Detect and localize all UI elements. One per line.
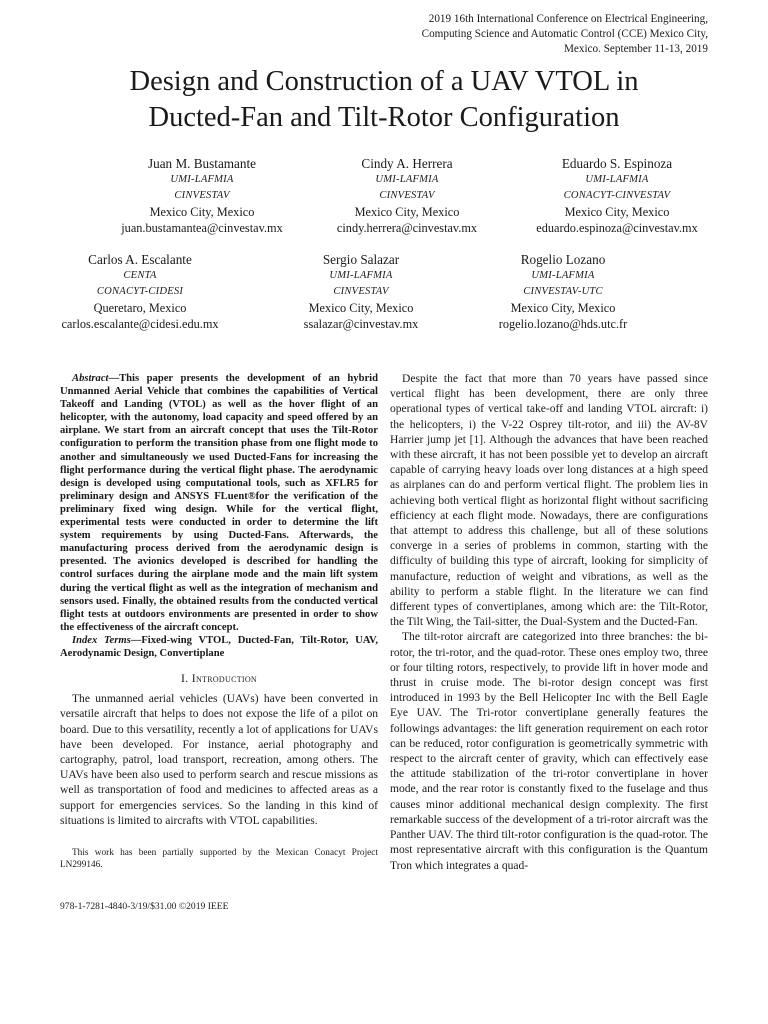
- author-email: carlos.escalante@cidesi.edu.mx: [61, 317, 219, 331]
- author-affiliation: CONACYT-CINVESTAV: [563, 190, 671, 201]
- author-block: [87, 156, 317, 236]
- abstract-label: Abstract: [72, 373, 109, 384]
- left-column: [60, 372, 378, 914]
- author-block: [292, 156, 522, 236]
- author-name: Eduardo S. Espinoza: [561, 156, 673, 171]
- author-affiliation: CINVESTAV: [174, 190, 230, 201]
- author-city: Mexico City, Mexico: [354, 205, 460, 219]
- conference-line: Computing Science and Automatic Control (CCE) Mexico City,: [421, 28, 708, 40]
- author-name: Rogelio Lozano: [520, 252, 606, 267]
- author-city: Queretaro, Mexico: [93, 301, 187, 315]
- index-terms: [60, 634, 378, 660]
- author-name: Sergio Salazar: [322, 252, 400, 267]
- conference-header: [348, 12, 708, 57]
- author-affiliation: UMI-LAFMIA: [531, 270, 595, 281]
- index-terms-label: Index Terms: [72, 634, 131, 646]
- section-heading: I. Introduction: [180, 671, 258, 686]
- author-affiliation: CENTA: [123, 270, 157, 281]
- body-paragraph: Despite the fact that more than 70 years have passed since vertical flight has been development, there are only three operational types of vertical take-off and landing VTOL aircraft: i) the helicopters, i) the V-22 Osprey tilt-rotor, and iii) the AV-8V Harrier jump jet [1]. Although the advances that have been reached with these aircraft, it has not been possible yet to develop an aircraft capable of carrying heavy loads over long distances at a high speed as airplanes can do and perform vertical flight. The problem lies in achieving both vertical flight as horizontal flight without sacrificing efficiency at each flight mode. Nowadays, there are configurations that attempt to address this challenge, but all of these solutions converge in a series of problems in common, starting with the difficulty of building this type of aircraft, looking for simplicity of manufacture, reduction of weight and vibrations, as well as the ability to perform a stable flight. In the literature we can find different types of convertiplanes, among which are: the Tilt-Rotor, the Tilt Wing, the Tail-sitter, the Dual-System and the Ducted-Fan.: [390, 373, 708, 629]
- conference-line: Mexico. September 11-13, 2019: [563, 43, 708, 55]
- author-affiliation: UMI-LAFMIA: [170, 174, 234, 185]
- author-affiliation: CINVESTAV-UTC: [523, 286, 603, 297]
- author-city: Mexico City, Mexico: [308, 301, 414, 315]
- copyright-notice: 978-1-7281-4840-3/19/$31.00 ©2019 IEEE: [60, 901, 229, 913]
- author-email: juan.bustamantea@cinvestav.mx: [121, 221, 283, 235]
- author-name: Carlos A. Escalante: [88, 252, 192, 267]
- author-affiliation: CINVESTAV: [379, 190, 435, 201]
- author-email: rogelio.lozano@hds.utc.fr: [498, 317, 628, 331]
- body-paragraph: The tilt-rotor aircraft are categorized into three branches: the bi-rotor, the tri-rotor, and the quad-rotor. These ones employ two, three or four tilting rotors, respectively, to provide lift in hover mode and thrust in cruise mode. The bi-rotor design concept was first introduced in 1993 by the Bell Helicopter Inc with the Bell Eagle Eye UAV. The Tri-rotor convertiplane generally features the followings advantages: the lift generation requirement on each rotor can be reduced, rotor configuration is geometrically symmetric with respect to the aircraft center of gravity, which can effectively ease the attitude stabilization of the tri-rotor convertiplane in hover mode, and the rear rotor is constantly fixed to the fuselage and thus causes minor additional mechanical design complexity. The first remarkable success of the development of a tri-rotor aircraft was the Panther UAV. The third tilt-rotor configuration is the quad-rotor. The most representative aircraft with this configuration is the Quantum Tron which integrates a quad-: [390, 631, 708, 872]
- author-block: [502, 156, 732, 236]
- author-affiliation: CONACYT-CIDESI: [96, 286, 184, 297]
- conference-line: 2019 16th International Conference on Electrical Engineering,: [428, 13, 708, 25]
- author-block: [448, 252, 678, 332]
- body-paragraph: The unmanned aerial vehicles (UAVs) have been converted in versatile aircraft that helps to does not expose the life of a pilot on board. Due to this versatility, recently a lot of applications for UAVs have been developed. For instance, aerial photography and cartography, patrol, load transport, recreation, among others. The UAVs have been also used to perform search and rescue missions as well as transportation of food and medicines to affected areas as a support for emergencies services. So the landing in this kind of situations is limited to aircrafts with VTOL capabilities.: [60, 693, 378, 827]
- author-block: [25, 252, 255, 332]
- paper-title-line: Design and Construction of a UAV VTOL in: [129, 66, 639, 97]
- author-block: [246, 252, 476, 332]
- footnote: This work has been partially supported by the Mexican Conacyt Project LN299146.: [60, 848, 378, 871]
- author-name: Juan M. Bustamante: [147, 156, 257, 171]
- author-city: Mexico City, Mexico: [564, 205, 670, 219]
- paper-title-line: Ducted-Fan and Tilt-Rotor Configuration: [148, 102, 620, 133]
- author-affiliation: UMI-LAFMIA: [585, 174, 649, 185]
- right-column: [390, 372, 708, 874]
- author-email: eduardo.espinoza@cinvestav.mx: [536, 221, 698, 235]
- paper-title: [60, 64, 708, 136]
- author-city: Mexico City, Mexico: [149, 205, 255, 219]
- author-affiliation: UMI-LAFMIA: [375, 174, 439, 185]
- author-name: Cindy A. Herrera: [361, 156, 453, 171]
- author-city: Mexico City, Mexico: [510, 301, 616, 315]
- author-email: ssalazar@cinvestav.mx: [303, 317, 419, 331]
- author-affiliation: UMI-LAFMIA: [329, 270, 393, 281]
- abstract-text: —This paper presents the development of an hybrid Unmanned Aerial Vehicle that combines the capabilities of Vertical Takeoff and Landing (VTOL) as well as the hover flight of an helicopter, with the autonomy, load capacity and speed offered by an airplane. We start from an aircraft concept that uses the Tilt-Rotor configuration to perform the transition phase from one flight mode to another and simultaneously we used Ducted-Fans for increasing the flight performance during the vertical flight phase. The aerodynamic design is developed using computational tools, such as XFLR5 for preliminary design and ANSYS FLuent®for the verification of the preliminary fixed wing design. While for the vertical flight, experimental tests were conducted in order to determine the lift system requirements by using Ducted-Fans. Afterwards, the manufacturing process derived from the aerodynamic design is presented. The avionics developed is described for handling the control surfaces during the airplane mode and the main lift system during the vertical flight as well as the integration of mechanism and sensors used. Finally, the obtained results from the conducted vertical flight tests at outdoors environments are presented in order to show the effectiveness of the aircraft concept.: [60, 373, 378, 633]
- abstract: [60, 372, 378, 634]
- index-terms-text: —Fixed-wing VTOL, Ducted-Fan, Tilt-Rotor, UAV, Aerodynamic Design, Convertiplane: [60, 634, 378, 659]
- author-email: cindy.herrera@cinvestav.mx: [336, 221, 478, 235]
- author-affiliation: CINVESTAV: [333, 286, 389, 297]
